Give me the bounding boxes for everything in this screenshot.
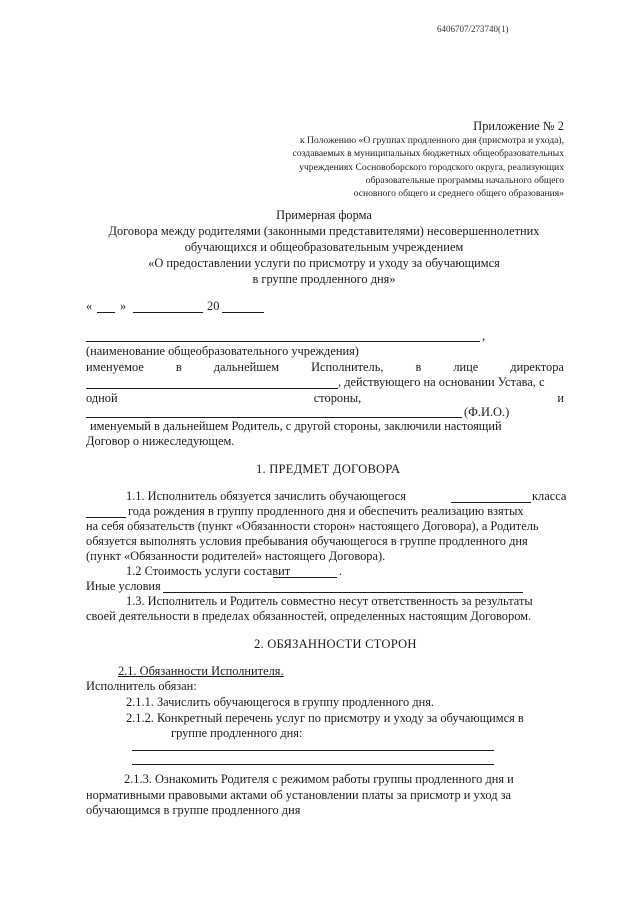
services-blank-2 [132,764,494,765]
p12: 1.2 Стоимость услуги составит [126,564,291,578]
parent-line: именуемый в дальнейшем Родитель, с другой стороны, заключили настоящий [90,419,502,433]
parent-name-blank [86,417,462,418]
director-name-blank [86,388,338,389]
executor-line: именуемое в дальнейшем Исполнитель, в лице директора [86,360,564,374]
other-terms-blank [163,592,523,593]
acting-basis: , действующего на основании Устава, с [338,375,545,389]
p11-line2: года рождения в группу продленного дня и обеспечить реализацию взятых [128,504,524,518]
sub21-heading: 2.1. Обязанности Исполнителя. [118,664,284,678]
one-side-line: одной стороны, и [86,391,564,405]
form-title-line: «О предоставлении услуги по присмотру и уходу за обучающимся [148,256,500,270]
document-id: 6406707/273740(1) [437,24,509,34]
date-year-blank [222,312,264,313]
other-terms: Иные условия [86,579,161,593]
services-blank-1 [132,750,494,751]
p13-line1: 1.3. Исполнитель и Родитель совместно несут ответственность за результаты [126,594,533,608]
p12-end: . [339,564,343,578]
annex-line: образовательные программы начального общего [365,174,564,186]
form-title-line: Примерная форма [276,208,372,222]
annex-line: к Положению «О группах продленного дня (присмотра и ухода), [299,135,564,146]
p11-start: 1.1. Исполнитель обязуется зачислить обучающегося [126,489,406,503]
cost-blank [273,577,337,578]
p213-line3: обучающимся в группе продленного дня [86,803,301,817]
form-title-line: в группе продленного дня» [252,272,396,286]
comma: , [482,329,486,343]
institution-name-blank [86,341,480,342]
form-title-line: Договора между родителями (законными представителями) несовершеннолетних [108,224,540,238]
agreement-line: Договор о нижеследующем. [86,434,235,448]
annex-line: создаваемых в муниципальных бюджетных общеобразовательных [292,148,564,160]
p11-class: класса [532,489,567,503]
date-year-prefix: 20 [207,299,220,313]
date-close-quote: » [120,299,127,313]
p212-line2: группе продленного дня: [171,726,303,740]
date-day-blank [97,312,115,313]
p213-line2: нормативными правовыми актами об установлении платы за присмотр и уход за [86,788,512,802]
p11-line5: (пункт «Обязанности родителей» настоящего Договора). [86,549,386,563]
p11-line4: обязуется выполнять условия пребывания обучающегося в группе продленного дня [86,534,528,548]
form-title-line: обучающихся и общеобразовательным учреждением [184,240,464,254]
annex-line: основного общего и среднего общего образования» [353,188,564,200]
birth-year-blank [86,517,126,518]
annex-reference [293,134,564,200]
date-month-blank [133,312,203,313]
p11-line3: на себя обязательств (пункт «Обязанности сторон» настоящего Договора), а Родитель [86,519,539,533]
p212-line1: 2.1.2. Конкретный перечень услуг по присмотру и уходу за обучающимся в [126,711,524,725]
institution-caption: (наименование общеобразовательного учреждения) [86,344,359,358]
annex-title: Приложение № 2 [473,119,564,133]
p213-line1: 2.1.3. Ознакомить Родителя с режимом работы группы продленного дня и [124,772,514,786]
fio-caption: (Ф.И.О.) [464,405,510,419]
p211: 2.1.1. Зачислить обучающегося в группу продленного дня. [126,695,435,709]
form-title [84,207,564,287]
p13-line2: своей деятельности в пределах обязанностей, определенных настоящим Договором. [86,609,532,623]
section1-heading: 1. ПРЕДМЕТ ДОГОВОРА [256,462,401,476]
student-name-blank [451,502,531,503]
annex-line: учреждениях Сосновоборского городского округа, реализующих [299,161,564,173]
obliged: Исполнитель обязан: [86,679,197,693]
date-open-quote: « [86,299,93,313]
section2-heading: 2. ОБЯЗАННОСТИ СТОРОН [254,637,417,651]
